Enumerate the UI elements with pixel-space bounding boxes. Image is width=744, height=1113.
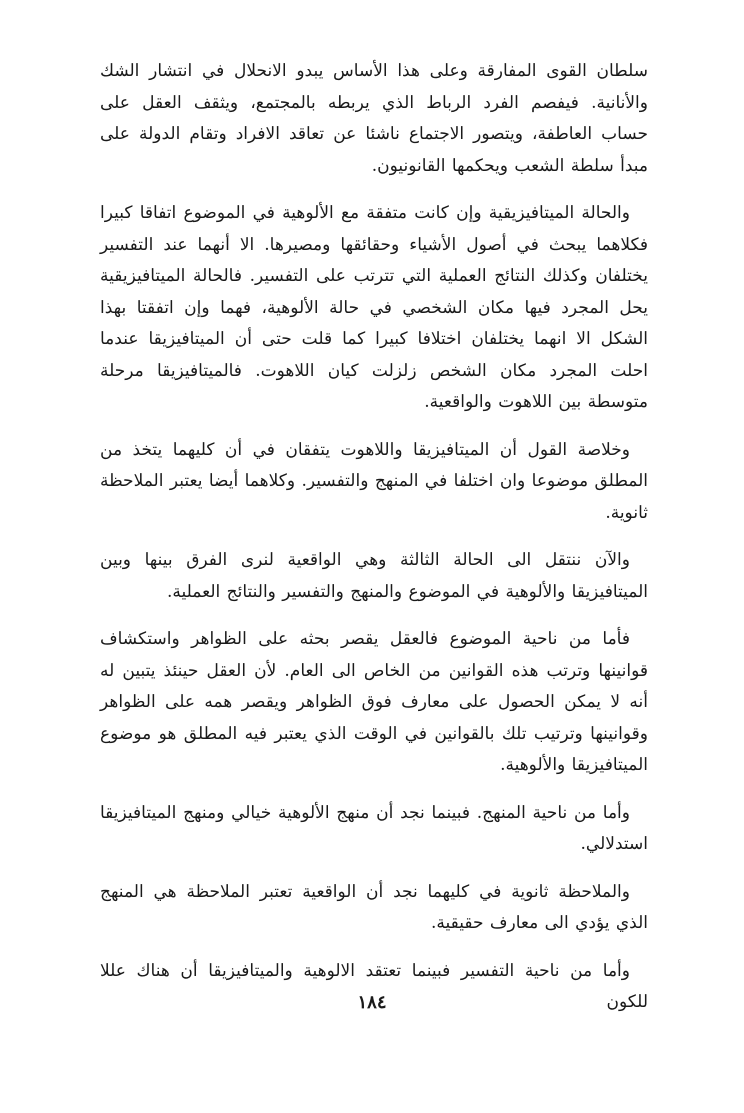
body-text	[100, 56, 648, 1019]
paragraph-3: وخلاصة القول أن الميتافيزيقا واللاهوت يتفقان في أن كليهما يتخذ من المطلق موضوعا وان اختلفا في المنهج والتفسير. وكلاهما أيضا يعتبر الملاحظة ثانوية.	[100, 439, 648, 523]
paragraph-6: وأما من ناحية المنهج. فبينما نجد أن منهج الألوهية خيالي ومنهج الميتافيزيقا استدلالي.	[100, 802, 648, 854]
paragraph-2: والحالة الميتافيزيقية وإن كانت متفقة مع الألوهية في الموضوع اتفاقا كبيرا فكلاهما يبحث في أصول الأشياء وحقائقها ومصيرها. الا أنهما عند التفسير يختلفان وكذلك النتائج العملية التي تترتب على التفسير. فالحالة الميتافيزيقية يحل المجرد فيها مكان الشخصي في حالة الألوهية، فهما وإن اتفقتا بهذا الشكل الا انهما يختلفان اختلافا كبيرا كما قلت حتى أن الميتافيزيقا عندما احلت المجرد مكان الشخص زلزلت كيان اللاهوت. فالميتافيزيقا مرحلة متوسطة بين اللاهوت والواقعية.	[100, 203, 648, 412]
paragraph-4: والآن ننتقل الى الحالة الثالثة وهي الواقعية لنرى الفرق بينها وبين الميتافيزيقا والألوهية في الموضوع والمنهج والتفسير والنتائج العملية.	[100, 550, 648, 602]
paragraph-8: وأما من ناحية التفسير فبينما تعتقد الالوهية والميتافيزيقا أن هناك عللا للكون	[100, 960, 648, 1012]
paragraph-7: والملاحظة ثانوية في كليهما نجد أن الواقعية تعتبر الملاحظة هي المنهج الذي يؤدي الى معارف حقيقية.	[100, 881, 648, 933]
page-number: ١٨٤	[357, 992, 387, 1013]
paragraph-5: فأما من ناحية الموضوع فالعقل يقصر بحثه على الظواهر واستكشاف قوانينها وترتب هذه القوانين من الخاص الى العام. لأن العقل حينئذ يتبين له أنه لا يمكن الحصول على معارف فوق الظواهر ويقصر همه على الظواهر وقوانينها وترتيب تلك بالقوانين في الوقت الذي يعتبر فيه المطلق هو موضوع الميتافيزيقا والألوهية.	[100, 629, 648, 775]
paragraph-1: سلطان القوى المفارقة وعلى هذا الأساس يبدو الانحلال في انتشار الشك والأنانية. فيفصم الفرد الرباط الذي يربطه بالمجتمع، ويثقف العقل على حساب العاطفة، ويتصور الاجتماع ناشئا عن تعاقد الافراد وتقام الدولة على مبدأ سلطة الشعب ويحكمها القانونيون.	[100, 61, 648, 176]
